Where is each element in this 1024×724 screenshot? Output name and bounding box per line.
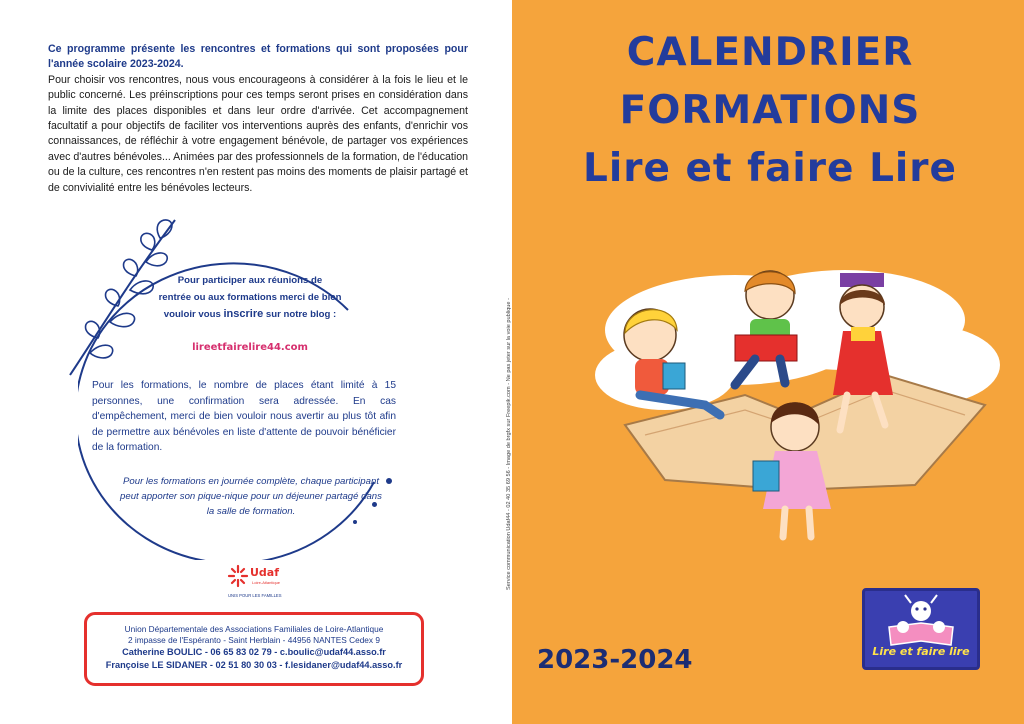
invite-inscrire: inscrire: [223, 308, 264, 320]
logo-text: Lire et faire lire: [872, 645, 970, 658]
intro-body: Pour choisir vos rencontres, nous vous encourageons à considérer à la fois le lieu et le public concerné. Les préinscriptions pour ces temps seront prises en considération dans la limite des places disponibles et dans leur ordre d'arrivée. Cet accompagnement facultatif a pour objectifs de faciliter vos interventions auprès des enfants, d'enrichir vos connaissances, de réfléchir à votre engagement bénévole, de partager vos expériences avec d'autres bénévoles... Animées par des professionnels de la formation, de l'éducation ou de la culture, ces rencontres n'en restent pas moins des moments de plaisir partagé et de convivialité entre les bénévoles lecteurs.: [48, 73, 468, 194]
udaf-name: Udaf: [250, 566, 280, 579]
vertical-credit: [498, 140, 512, 590]
intro-paragraph: [48, 42, 468, 196]
contact-box: [84, 612, 424, 686]
school-year: 2023-2024: [537, 645, 693, 675]
org-address: 2 impasse de l'Espéranto - Saint Herblain - 44956 NANTES Cedex 9: [127, 635, 380, 645]
children-reading-illustration: [585, 255, 1005, 545]
signup-invitation: [130, 272, 370, 323]
invite-line-3c: sur notre blog :: [263, 309, 337, 320]
logo-book-icon: [865, 591, 977, 647]
contact-person-2: Françoise LE SIDANER - 02 51 80 30 03 - f.lesidaner@udaf44.asso.fr: [105, 660, 403, 670]
title-line-1: CALENDRIER: [626, 30, 914, 75]
invite-line-2: rentrée ou aux formations merci de bien: [158, 292, 342, 303]
invite-line-1: Pour participer aux réunions de: [177, 275, 323, 286]
udaf-logo: [226, 562, 296, 602]
cover-title: [520, 24, 1020, 198]
invite-line-3a: vouloir vous: [163, 309, 224, 320]
org-name: Union Départementale des Associations Familiales de Loire-Atlantique: [124, 624, 384, 634]
decorative-dot: [386, 478, 392, 484]
title-line-2: FORMATIONS: [619, 88, 921, 133]
blog-link[interactable]: lireetfairelire44.com: [192, 342, 308, 353]
lire-et-faire-lire-logo: [862, 588, 980, 670]
intro-lead: Ce programme présente les rencontres et formations qui sont proposées pour l'année scolaire 2023-2024.: [48, 43, 468, 71]
udaf-tagline: UNIS POUR LES FAMILLES: [228, 593, 282, 598]
places-info: Pour les formations, le nombre de places étant limité à 15 personnes, une confirmation sera adressée. En cas d'empêchement, merci de bien vouloir nous avertir au plus tôt afin de permettre aux bénévoles en liste d'attente de pouvoir bénéficier de la formation.: [92, 380, 396, 454]
udaf-sub: Loire-Atlantique: [252, 580, 281, 585]
vertical-credit-text: Service communication Udaf44 - 02 40 35 69 56 - Image de brgfx sur Freepik.com - Ne pas jeter sur la voie publique -: [506, 298, 512, 590]
decorative-dot: [353, 520, 357, 524]
decorative-dot: [372, 502, 377, 507]
contact-person-1: Catherine BOULIC - 06 65 83 02 79 - c.boulic@udaf44.asso.fr: [122, 647, 386, 657]
meal-info: Pour les formations en journée complète, chaque participant peut apporter son pique-nique pour un déjeuner partagé dans la salle de formation.: [120, 476, 382, 517]
title-line-3: Lire et faire Lire: [583, 146, 957, 191]
